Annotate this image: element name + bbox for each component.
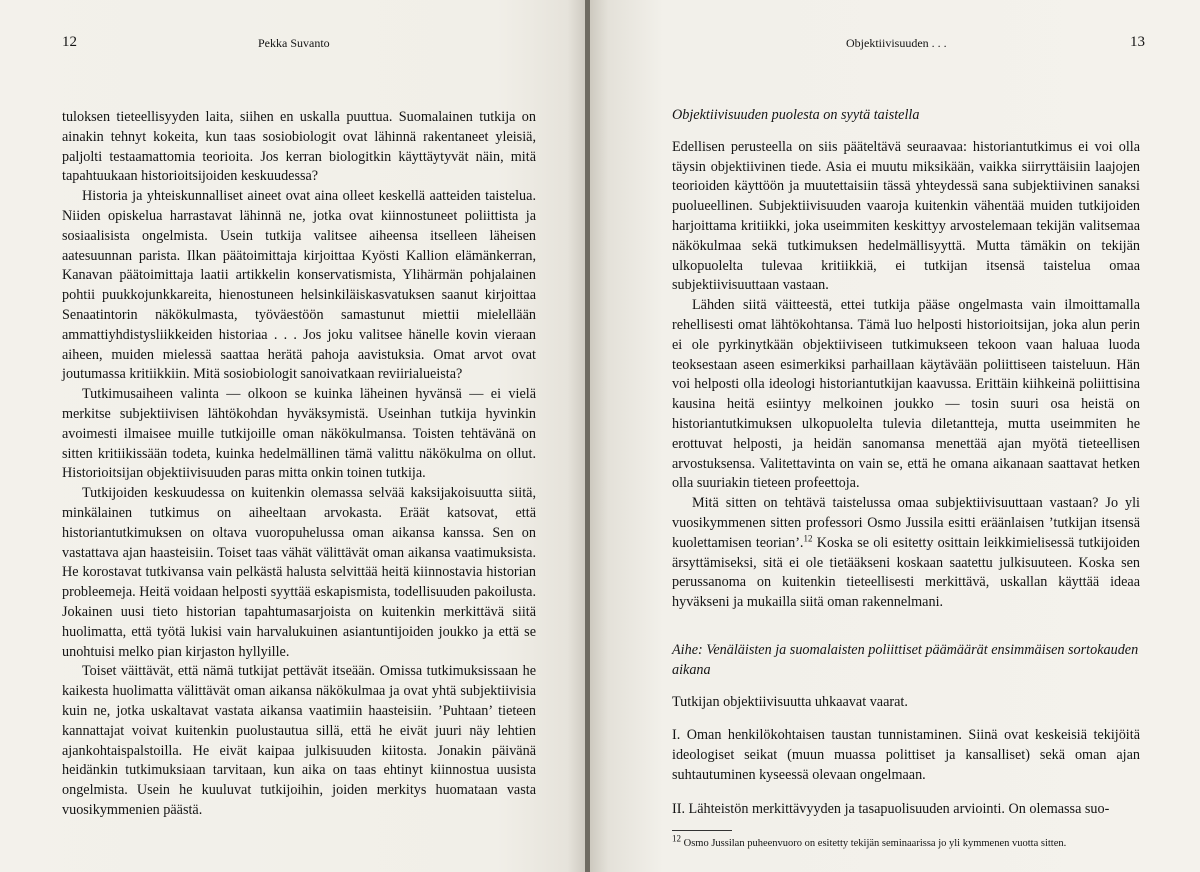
section-heading: Aihe: Venäläisten ja suomalaisten poliittiset päämäärät ensimmäisen sortokauden aikana [672, 641, 1139, 678]
left-page-number: 12 [62, 34, 77, 50]
left-page [0, 0, 585, 872]
footnote-text: Osmo Jussilan puheenvuoro on esitetty tekijän seminaarissa jo yli kymmenen vuotta sitten. [683, 837, 1067, 849]
paragraph: Historia ja yhteiskunnalliset aineet ovat aina olleet keskellä aatteiden taistelua. Niiden opiskelua harrastavat lähinnä ne, jotka ovat kiinnostuneet poliittista ja sosiaalisista ongelmista. Usein tutkija valitsee aiheensa itselleen läheisen aatesuunnan parista. Ilkan päätoimittaja kirjoittaa Kyösti Kallion elämänkerran, Kanavan päätoimittaja laatii artikkelin konservatismista, Ylihärmän pohjalainen pohtii puukkojunkkareita, hienostuneen helsinkiläiskasvatuksen saanut kirjoittaa Senaatintorin näkökulmasta, työväestöön samastunut miettii mielellään ammattiyhdistysliikkeiden historiaa . . . Jos joku valitsee hänelle kovin vieraan aiheen, muiden mielessä saattaa herätä pahoja aavistuksia. Omat arvot ovat joutumassa kritiikkiin. Mitä sosiobiologit sanoivatkaan reviirialueista? [62, 188, 536, 383]
left-running-head: Pekka Suvanto [258, 36, 330, 50]
list-item: II. Lähteistön merkittävyyden ja tasapuolisuuden arviointi. On olemassa suo- [672, 800, 1110, 817]
paragraph: tuloksen tieteellisyyden laita, siihen en uskalla puuttua. Suomalainen tutkija on ainakin tehnyt kokeita, kun taas sosiobiologit ovat lähinnä rakentaneet yleisiä, paljolti testaamattomia teorioita. Jos kerran biologitkin käyttäytyvät näin, mitä tapahtuukaan historioitsijoiden keskuudessa? [62, 109, 536, 185]
right-body-text [672, 106, 1140, 851]
paragraph: Tutkijoiden keskuudessa on kuitenkin olemassa selvää kaksijakoisuutta siitä, minkälainen tutkimus on aiheeltaan arvokasta. Eräät katsovat, että historiantutkimuksen on oltava vuoropuhelussa oman aikansa kanssa. Sen on vastattava ajan haasteisiin. Toiset taas vähät välittävät oman aikansa vaatimuksista. He korostavat tutkivansa vain pelkästä halusta selvittää heitä kiinnostavia historian probleemeja. Heitä voidaan helposti syyttää eskapismista, todellisuuden pakoilusta. Jokainen uusi tieto historian tapahtumasarjoista on kuitenkin merkittävä siitä huolimatta, että työtä lukisi vain harvalukuinen asiantuntijoiden joukko ja että se unohtuisi melko pian kirjaston hyllyille. [62, 485, 536, 660]
list-item: I. Oman henkilökohtaisen taustan tunnistaminen. Siinä ovat keskeisiä tekijöitä ideologiset seikat (muun muassa polittiset ja kansalliset) sekä oman ajan suhtautuminen kyseessä olevaan ongelmaan. [672, 727, 1140, 783]
paragraph: Tutkimusaiheen valinta — olkoon se kuinka läheinen hyvänsä — ei vielä merkitse subjektiivisen lähtökohdan hyväksymistä. Useinhan tutkija hyvinkin avoimesti ilmaisee muille tutkijoille oman näkökulmansa. Toisten tehtävänä on sitten kritiikissään todeta, kuinka hedelmällinen tämä valittu näkökulma on ollut. Historioitsijan objektiivisuuden paras mitta onkin toinen tutkija. [62, 386, 536, 482]
right-running-head: Objektiivisuuden . . . [846, 36, 947, 50]
footnote-reference: 12 [803, 533, 813, 543]
paragraph-with-footnote-ref [672, 494, 1140, 613]
right-page [590, 0, 1200, 872]
paragraph: Lähden siitä väitteestä, ettei tutkija pääse ongelmasta vain ilmoittamalla rehellisesti omat lähtökohtansa. Tämä luo helposti historioitsijan, joka alun perin ei ole pyrkinytkään objektiiviseen tutkimukseen tekoon vaan haluaa luoda teoksestaan aseen esimerkiksi parhaillaan käytävään poliittiseen taisteluun. Hän voi helposti olla ideologi historiantutkijan kaavussa. Erittäin kiihkeinä poliittisina kausina heitä esiintyy melkoinen joukko — tosin suuri osa heistä on historiantutkimuksen ulkopuolelta tulevia diletantteja, mutta useimmiten he erottuvat helposti, ja heidän sanomansa menettää ajan myötä tieteellisen arvostuksensa. Valitettavinta on vain se, että he omana aikanaan saattavat hetken olla suuriakin tieteen profeettoja. [672, 297, 1140, 492]
footnote [672, 833, 1140, 851]
footnote-rule [672, 830, 732, 831]
spacer [672, 613, 1140, 641]
lead-sentence: Tutkijan objektiivisuutta uhkaavat vaarat. [672, 693, 908, 710]
paragraph: Edellisen perusteella on siis pääteltävä seuraavaa: historiantutkimus ei voi olla täysin objektiivinen tiede. Asia ei muutu miksikään, vaikka siirryttäisiin laajojen teorioiden käyttöön ja muutettaisiin tässä yhteydessä sana subjektiivinen sanaksi puolueellinen. Subjektiivisuuden vaaroja kuitenkin vähentää muiden tutkijoiden harjoittama kritiikki, joka useimmiten keskittyy arvostelemaan tekijän valitsemaa näkökulmaa sekä tutkimuksen hedelmällisyyttä. Mutta tämäkin on tekijän ulkopuolelta tulevaa kritiikkiä, ei tutkijan itsensä taistelua omaa subjektiivisuuttaan vastaan. [672, 138, 1140, 294]
right-page-number: 13 [1130, 34, 1145, 50]
footnote-marker: 12 [672, 833, 681, 843]
paragraph-text: Koska se oli esitetty osittain leikkimielisessä tutkijoiden ärsyttämiseksi, sitä ei ole tietääkseni koskaan saatettu julkisuuteen. Koska sen perussanoma on kuitenkin tieteellisesti merkittävä, uskallan käyttää ideaa hyväkseni ja mukailla siitä oman rakennelmani. [672, 534, 1140, 611]
paragraph: Toiset väittävät, että nämä tutkijat pettävät itseään. Omissa tutkimuksissaan he kaikesta huolimatta välittävät oman aikansa näkökulmaa ja ovat yhtä subjektiivisia kuin ne, jotka uskaltavat vastata aikansa vaatimiin haasteisiin. ’Puhtaan’ tieteen kannattajat voivat kuitenkin puolustautua sillä, että he eivät juuri näy lehtien ajankohtaispalstoilla. He eivät kaipaa julkisuuden kiitosta. Jonakin päivänä heidänkin tutkimuksiaan tarvitaan, kun aika on taas ehtinyt kiinnostua uusista ongelmista. Usein he kuuluvat tutkijoihin, joiden merkitys huomataan vasta vuosikymmenien päästä. [62, 663, 536, 818]
left-body-text [62, 108, 536, 821]
section-heading: Objektiivisuuden puolesta on syytä taistella [672, 107, 920, 123]
paragraph-text: Mitä sitten on tehtävä taistelussa omaa subjektiivisuuttaan vastaan? Jo yli vuosikymmenen sitten professori Osmo Jussila esitti eräänlaisen ’tutkijan itsensä kuolettamisen teorian’. [672, 495, 1140, 551]
